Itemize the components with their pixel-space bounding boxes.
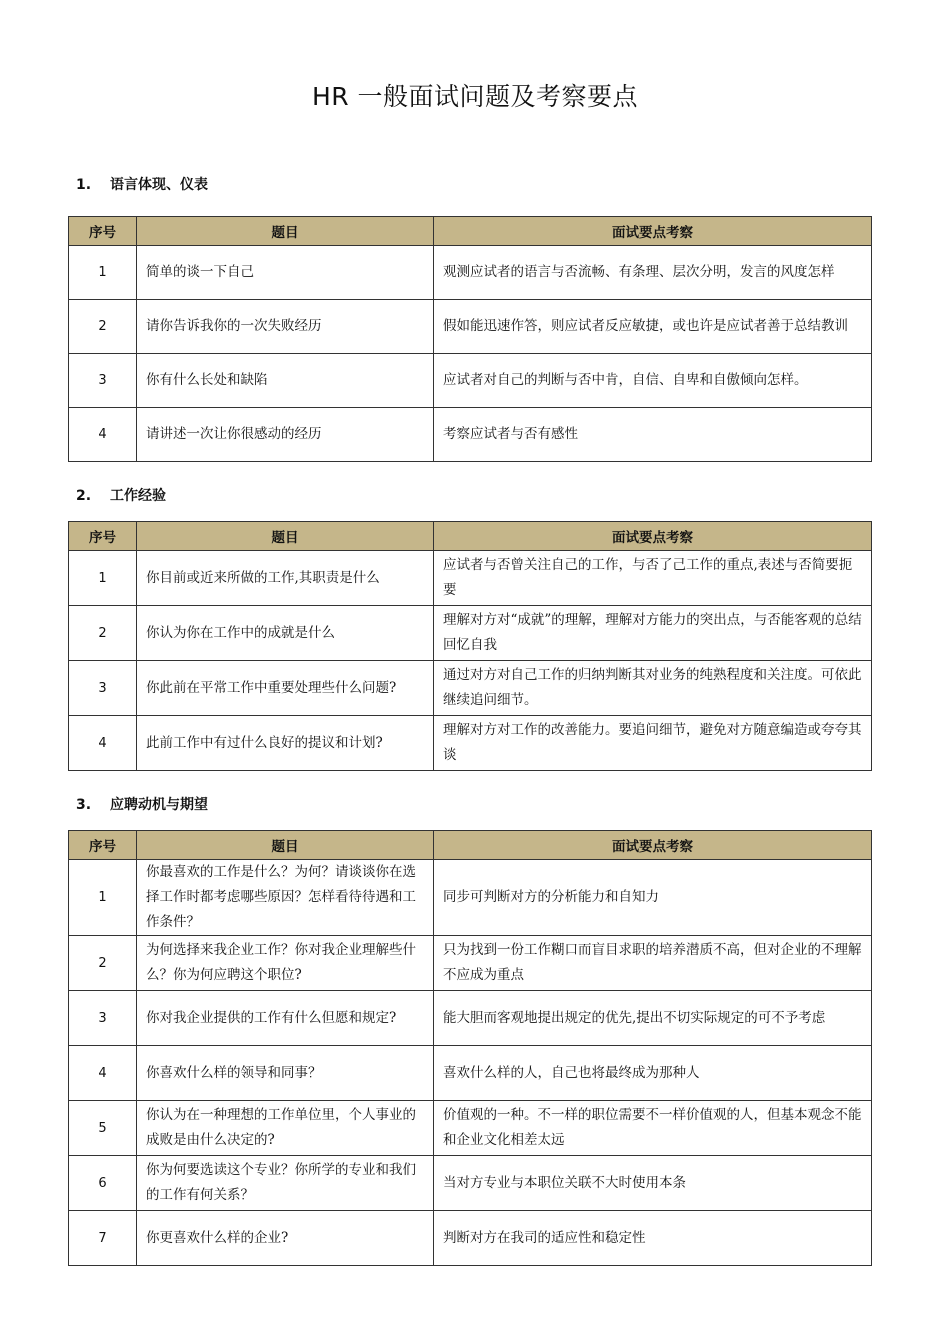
section-number: 3. <box>76 797 92 813</box>
row-focus: 判断对方在我司的适应性和稳定性 <box>434 1211 872 1266</box>
section-title: 语言体现、仪表 <box>110 177 208 193</box>
row-index: 2 <box>69 606 137 661</box>
row-focus: 能大胆而客观地提出规定的优先,提出不切实际规定的可不予考虑 <box>434 991 872 1046</box>
table-row <box>69 860 872 936</box>
row-focus: 理解对方对“成就”的理解，理解对方能力的突出点，与否能客观的总结回忆自我 <box>434 606 872 661</box>
table-header-row <box>69 217 872 246</box>
row-focus: 应试者对自己的判断与否中肯，自信、自卑和自傲倾向怎样。 <box>434 354 872 408</box>
row-focus: 应试者与否曾关注自己的工作，与否了己工作的重点,表述与否简要扼要 <box>434 551 872 606</box>
header-index: 序号 <box>69 831 137 860</box>
row-index: 4 <box>69 1046 137 1101</box>
table-row <box>69 551 872 606</box>
row-question: 此前工作中有过什么良好的提议和计划? <box>137 716 434 771</box>
row-index: 1 <box>69 246 137 300</box>
row-focus: 考察应试者与否有感性 <box>434 408 872 462</box>
row-index: 6 <box>69 1156 137 1211</box>
row-index: 4 <box>69 716 137 771</box>
table-row <box>69 1211 872 1266</box>
row-question: 你喜欢什么样的领导和同事？ <box>137 1046 434 1101</box>
header-question: 题目 <box>137 831 434 860</box>
row-question: 你目前或近来所做的工作,其职责是什么 <box>137 551 434 606</box>
row-index: 1 <box>69 860 137 936</box>
table-row <box>69 936 872 991</box>
table-row <box>69 300 872 354</box>
row-focus: 喜欢什么样的人，自己也将最终成为那种人 <box>434 1046 872 1101</box>
row-index: 2 <box>69 300 137 354</box>
table-row <box>69 606 872 661</box>
table-row <box>69 354 872 408</box>
row-focus: 假如能迅速作答，则应试者反应敏捷，或也许是应试者善于总结教训 <box>434 300 872 354</box>
row-index: 5 <box>69 1101 137 1156</box>
row-index: 3 <box>69 991 137 1046</box>
row-question: 你此前在平常工作中重要处理些什么问题? <box>137 661 434 716</box>
row-question: 你认为你在工作中的成就是什么 <box>137 606 434 661</box>
row-index: 1 <box>69 551 137 606</box>
row-question: 你最喜欢的工作是什么？为何？请谈谈你在选择工作时都考虑哪些原因？怎样看待待遇和工作条件？ <box>137 860 434 936</box>
row-question: 简单的谈一下自己 <box>137 246 434 300</box>
header-focus: 面试要点考察 <box>434 831 872 860</box>
table-row <box>69 1156 872 1211</box>
header-question: 题目 <box>137 522 434 551</box>
row-question: 你为何要选读这个专业？你所学的专业和我们的工作有何关系？ <box>137 1156 434 1211</box>
table-header-row <box>69 522 872 551</box>
section-heading-1 <box>76 174 208 194</box>
table-row <box>69 1046 872 1101</box>
row-index: 4 <box>69 408 137 462</box>
header-focus: 面试要点考察 <box>434 522 872 551</box>
row-question: 你认为在一种理想的工作单位里，个人事业的成败是由什么决定的? <box>137 1101 434 1156</box>
interview-table-2 <box>68 521 872 771</box>
row-question: 你对我企业提供的工作有什么但愿和规定? <box>137 991 434 1046</box>
table-header-row <box>69 831 872 860</box>
table-row <box>69 246 872 300</box>
row-focus: 观测应试者的语言与否流畅、有条理、层次分明，发言的风度怎样 <box>434 246 872 300</box>
row-focus: 当对方专业与本职位关联不大时使用本条 <box>434 1156 872 1211</box>
table-row <box>69 661 872 716</box>
row-question: 为何选择来我企业工作？你对我企业理解些什么？你为何应聘这个职位? <box>137 936 434 991</box>
row-question: 你更喜欢什么样的企业? <box>137 1211 434 1266</box>
header-question: 题目 <box>137 217 434 246</box>
row-question: 请你告诉我你的一次失败经历 <box>137 300 434 354</box>
header-index: 序号 <box>69 217 137 246</box>
row-focus: 同步可判断对方的分析能力和自知力 <box>434 860 872 936</box>
row-index: 3 <box>69 661 137 716</box>
header-index: 序号 <box>69 522 137 551</box>
interview-table-3 <box>68 830 872 1266</box>
table-row <box>69 1101 872 1156</box>
row-focus: 通过对方对自己工作的归纳判断其对业务的纯熟程度和关注度。可依此继续追问细节。 <box>434 661 872 716</box>
section-heading-2 <box>76 485 166 505</box>
header-focus: 面试要点考察 <box>434 217 872 246</box>
row-focus: 只为找到一份工作糊口而盲目求职的培养潜质不高，但对企业的不理解不应成为重点 <box>434 936 872 991</box>
table-row <box>69 716 872 771</box>
section-title: 工作经验 <box>110 488 166 504</box>
section-heading-3 <box>76 794 208 814</box>
page-title: HR 一般面试问题及考察要点 <box>311 81 639 111</box>
row-focus: 价值观的一种。不一样的职位需要不一样价值观的人，但基本观念不能和企业文化相差太远 <box>434 1101 872 1156</box>
row-focus: 理解对方对工作的改善能力。要追问细节，避免对方随意编造或夸夸其谈 <box>434 716 872 771</box>
interview-table-1 <box>68 216 872 462</box>
section-number: 2. <box>76 488 92 504</box>
row-question: 你有什么长处和缺陷 <box>137 354 434 408</box>
row-index: 2 <box>69 936 137 991</box>
table-row <box>69 408 872 462</box>
row-question: 请讲述一次让你很感动的经历 <box>137 408 434 462</box>
table-row <box>69 991 872 1046</box>
section-number: 1. <box>76 177 92 193</box>
section-title: 应聘动机与期望 <box>110 797 208 813</box>
row-index: 7 <box>69 1211 137 1266</box>
row-index: 3 <box>69 354 137 408</box>
